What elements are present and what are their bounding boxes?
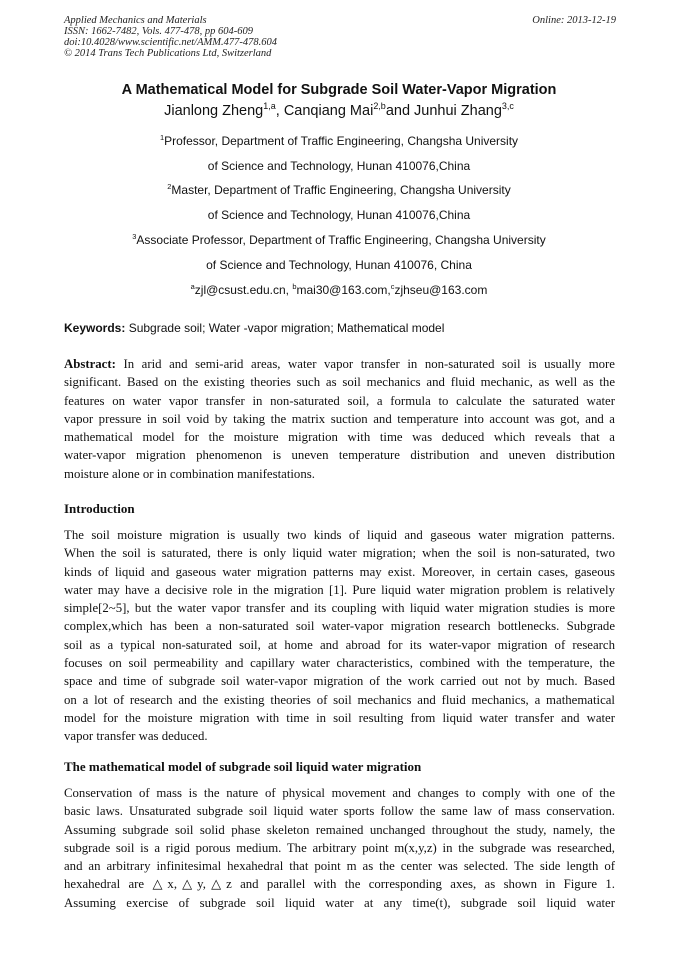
introduction-body: [64, 526, 615, 746]
intro-line: space and time of subgrade soil water-vapor migration of the work carried out not by much. Based: [64, 674, 615, 689]
email-sup: b: [292, 282, 297, 291]
abstract-line: [64, 355, 615, 373]
intro-line: simple[2~5], but the water vapor transfer and its coupling with liquid water migration studies is more: [64, 601, 615, 616]
abstract-text: In arid and semi-arid areas, water vapor transfer in non-saturated soil is usually more: [115, 357, 615, 371]
intro-line: model for the moisture migration with time in soil resulting from liquid water transfer and water: [64, 710, 615, 725]
affiliation-1-line1: [0, 134, 678, 148]
intro-line: When the soil is saturated, there is only liquid water migration; when the soil is non-saturated, two: [64, 546, 615, 561]
intro-line: on a lot of research and the existing theories of soil mechanics and fluid mechanics, a mathematical: [64, 692, 615, 707]
abstract-line: water-vapor migration phenomenon is uneven temperature distribution and uneven distribution: [64, 448, 615, 463]
author-sup: 3,c: [501, 101, 514, 112]
affiliation-text: Professor, Department of Traffic Engineering, Changsha University: [164, 134, 519, 148]
author-name: Canqiang Mai: [283, 103, 374, 119]
author-name: Jianlong Zheng: [164, 103, 264, 119]
intro-line: focuses on soil permeability and capillary water characteristics, combined with the temperature, the: [64, 656, 615, 671]
section2-line: Assuming exercise of subgrade soil liquid water at any time(t), subgrade soil liquid water: [64, 895, 615, 910]
email-line: [0, 283, 678, 297]
journal-header: [64, 15, 277, 59]
intro-line: The soil moisture migration is usually two kinds of liquid and gaseous water migration patterns.: [64, 528, 615, 542]
section2-line: Conservation of mass is the nature of physical movement and changes to comply with one of the: [64, 786, 615, 800]
affiliation-3-line2: of Science and Technology, Hunan 410076, China: [206, 258, 472, 272]
intro-line: water may have a decisive role in the migration [1]. Pure liquid water migration problem is relatively: [64, 582, 615, 597]
email-address[interactable]: mai30@163.com,: [296, 283, 391, 297]
abstract-label: Abstract:: [64, 357, 116, 371]
journal-name: Applied Mechanics and Materials: [64, 15, 207, 26]
section2-line: Assuming subgrade soil solid phase skeleton remained unchanged throughout the study, namely, the: [64, 822, 615, 837]
doi-line: doi:10.4028/www.scientific.net/AMM.477-478.604: [64, 37, 277, 48]
copyright-line: © 2014 Trans Tech Publications Ltd, Switzerland: [64, 48, 272, 59]
keywords-label: Keywords:: [64, 321, 126, 335]
affiliation-2-line1: [0, 183, 678, 197]
section-heading-introduction: Introduction: [64, 501, 135, 516]
affiliation-num: 2: [167, 182, 172, 191]
section2-line: basic laws. Unsaturated subgrade soil liquid water sports follow the same law of mass conservation.: [64, 804, 615, 819]
email-sup: c: [390, 282, 395, 291]
section2-line: hexahedral are △x,△y,△z and parallel with the corresponding axes, as shown in Figure 1.: [64, 877, 615, 892]
keywords-text: Subgrade soil; Water -vapor migration; Mathematical model: [128, 321, 445, 335]
paper-title: A Mathematical Model for Subgrade Soil Water-Vapor Migration: [121, 82, 557, 98]
affiliation-num: 3: [132, 232, 137, 241]
email-address[interactable]: zjl@csust.edu.cn,: [194, 283, 293, 297]
intro-line: vapor transfer was deduced.: [64, 729, 208, 744]
keywords: [64, 321, 444, 335]
abstract-line: features on water vapor transfer in non-saturated soil, a formula to calculate the saturated water: [64, 393, 615, 408]
author-sup: 2,b: [373, 101, 386, 112]
abstract-line: moisture alone or in combination manifestations.: [64, 466, 315, 481]
affiliation-text: Associate Professor, Department of Traffic Engineering, Changsha University: [136, 233, 546, 247]
affiliation-num: 1: [159, 133, 165, 142]
author-sup: 1,a: [263, 101, 276, 112]
section-heading-liquid-water-model: The mathematical model of subgrade soil liquid water migration: [64, 759, 422, 774]
affiliation-1-line2: of Science and Technology, Hunan 410076,China: [207, 159, 471, 173]
intro-line: complex,which has been a non-saturated soil water-vapor migration research bottlenecks. Subgrade: [64, 619, 615, 634]
email-sup: a: [190, 282, 195, 291]
abstract-line: significant. Based on the existing theories such as soil mechanics and fluid mechanic, as well as the: [64, 375, 615, 390]
issn-line: ISSN: 1662-7482, Vols. 477-478, pp 604-609: [64, 26, 253, 37]
affiliation-3-line1: [0, 233, 678, 247]
abstract-line: vapor pressure in soil void by taking the matrix suction and temperature into account was got, and a: [64, 411, 615, 426]
email-address[interactable]: zjhseu@163.com: [394, 283, 488, 297]
author-list: [0, 103, 678, 119]
online-date: Online: 2013-12-19: [532, 15, 616, 26]
intro-line: soil as a typical non-saturated soil, at home and abroad for its water-vapor migration of research: [64, 637, 615, 652]
author-name: and Junhui Zhang: [385, 103, 502, 119]
affiliation-text: Master, Department of Traffic Engineering, Changsha University: [171, 183, 511, 197]
abstract-line: mathematical model for the moisture migration with time was deduced which reveals that a: [64, 430, 615, 445]
abstract: [64, 355, 615, 483]
affiliation-2-line2: of Science and Technology, Hunan 410076,China: [207, 208, 471, 222]
section2-body: [64, 784, 615, 912]
section2-line: and an arbitrary infinitesimal hexahedral that point m as the center was selected. The side length of: [64, 859, 615, 874]
section2-line: subgrade soil is a rigid porous medium. The arbitrary point m(x,y,z) in the subgrade was researched,: [64, 840, 615, 855]
author-sep: ,: [275, 103, 284, 119]
intro-line: kinds of liquid and gaseous water migration patterns may exist. Moreover, in certain cases, gaseous: [64, 564, 615, 579]
